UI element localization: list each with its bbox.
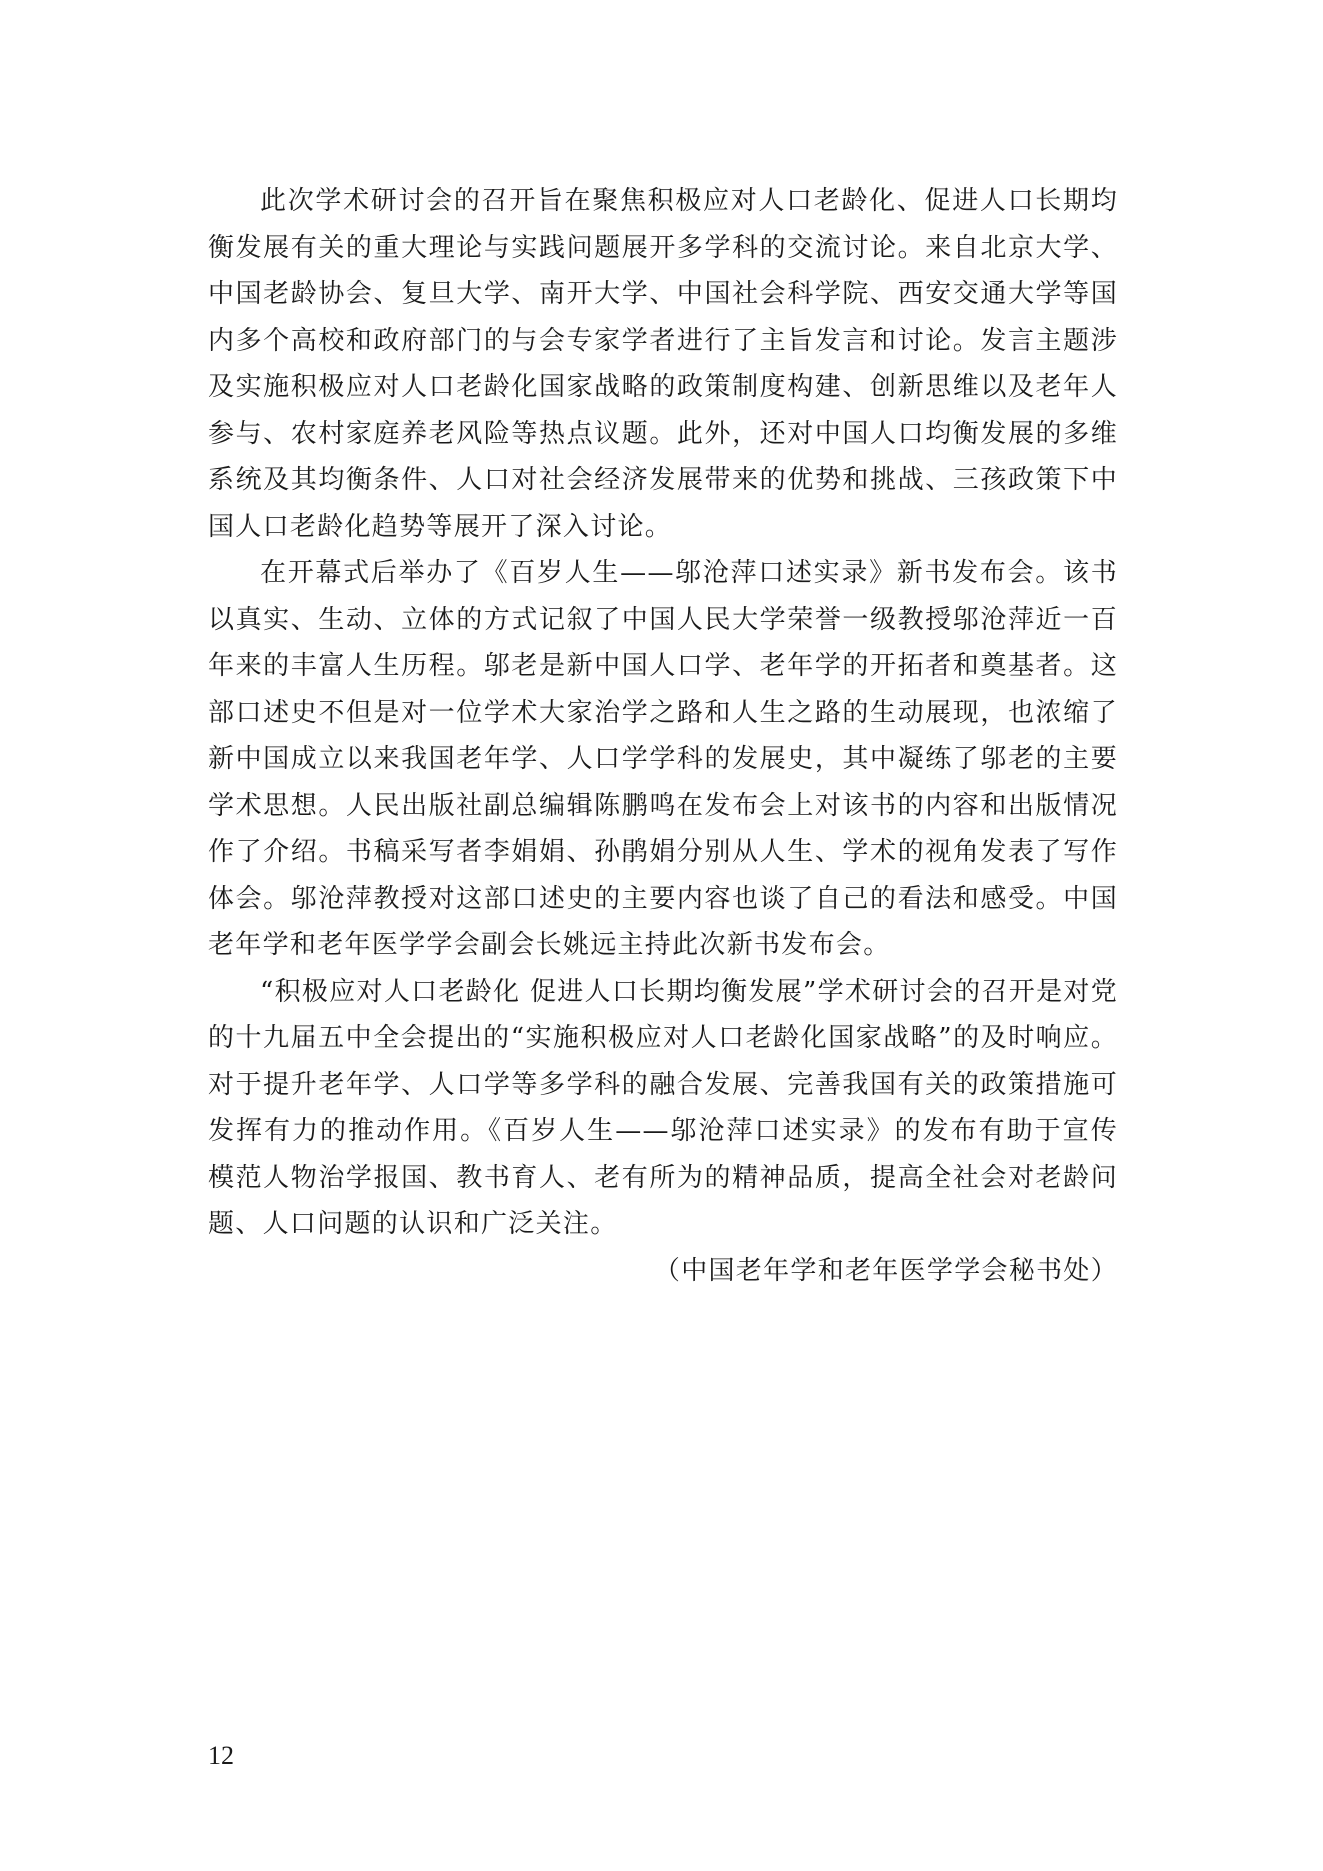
signature: （中国老年学和老年医学学会秘书处） (653, 1255, 1118, 1286)
paragraph-1: 此次学术研讨会的召开旨在聚焦积极应对人口老龄化、促进人口长期均衡发展有关的重大理论与实践问题展开多学科的交流讨论。来自北京大学、中国老龄协会、复旦大学、南开大学、中国社会科学院、西安交通大学等国内多个高校和政府部门的与会专家学者进行了主旨发言和讨论。发言主题涉及实施积极应对人口老龄化国家战略的政策制度构建、创新思维以及老年人参与、农村家庭养老风险等热点议题。此外，还对中国人口均衡发展的多维系统及其均衡条件、人口对社会经济发展带来的优势和挑战、三孩政策下中国人口老龄化趋势等展开了深入讨论。 (208, 186, 1118, 542)
paragraph-3: “积极应对人口老龄化 促进人口长期均衡发展”学术研讨会的召开是对党的十九届五中全会提出的“实施积极应对人口老龄化国家战略”的及时响应。对于提升老年学、人口学等多学科的融合发展、完善我国有关的政策措施可发挥有力的推动作用。《百岁人生——邬沧萍口述实录》的发布有助于宣传模范人物治学报国、教书育人、老有所为的精神品质，提高全社会对老龄问题、人口问题的认识和广泛关注。 (208, 976, 1118, 1239)
article-body (208, 178, 1118, 1294)
paragraph-2: 在开幕式后举办了《百岁人生——邬沧萍口述实录》新书发布会。该书以真实、生动、立体的方式记叙了中国人民大学荣誉一级教授邬沧萍近一百年来的丰富人生历程。邬老是新中国人口学、老年学的开拓者和奠基者。这部口述史不但是对一位学术大家治学之路和人生之路的生动展现，也浓缩了新中国成立以来我国老年学、人口学学科的发展史，其中凝练了邬老的主要学术思想。人民出版社副总编辑陈鹏鸣在发布会上对该书的内容和出版情况作了介绍。书稿采写者李娟娟、孙鹃娟分别从人生、学术的视角发表了写作体会。邬沧萍教授对这部口述史的主要内容也谈了自己的看法和感受。中国老年学和老年医学学会副会长姚远主持此次新书发布会。 (208, 558, 1118, 960)
page-number: 12 (208, 1741, 234, 1770)
